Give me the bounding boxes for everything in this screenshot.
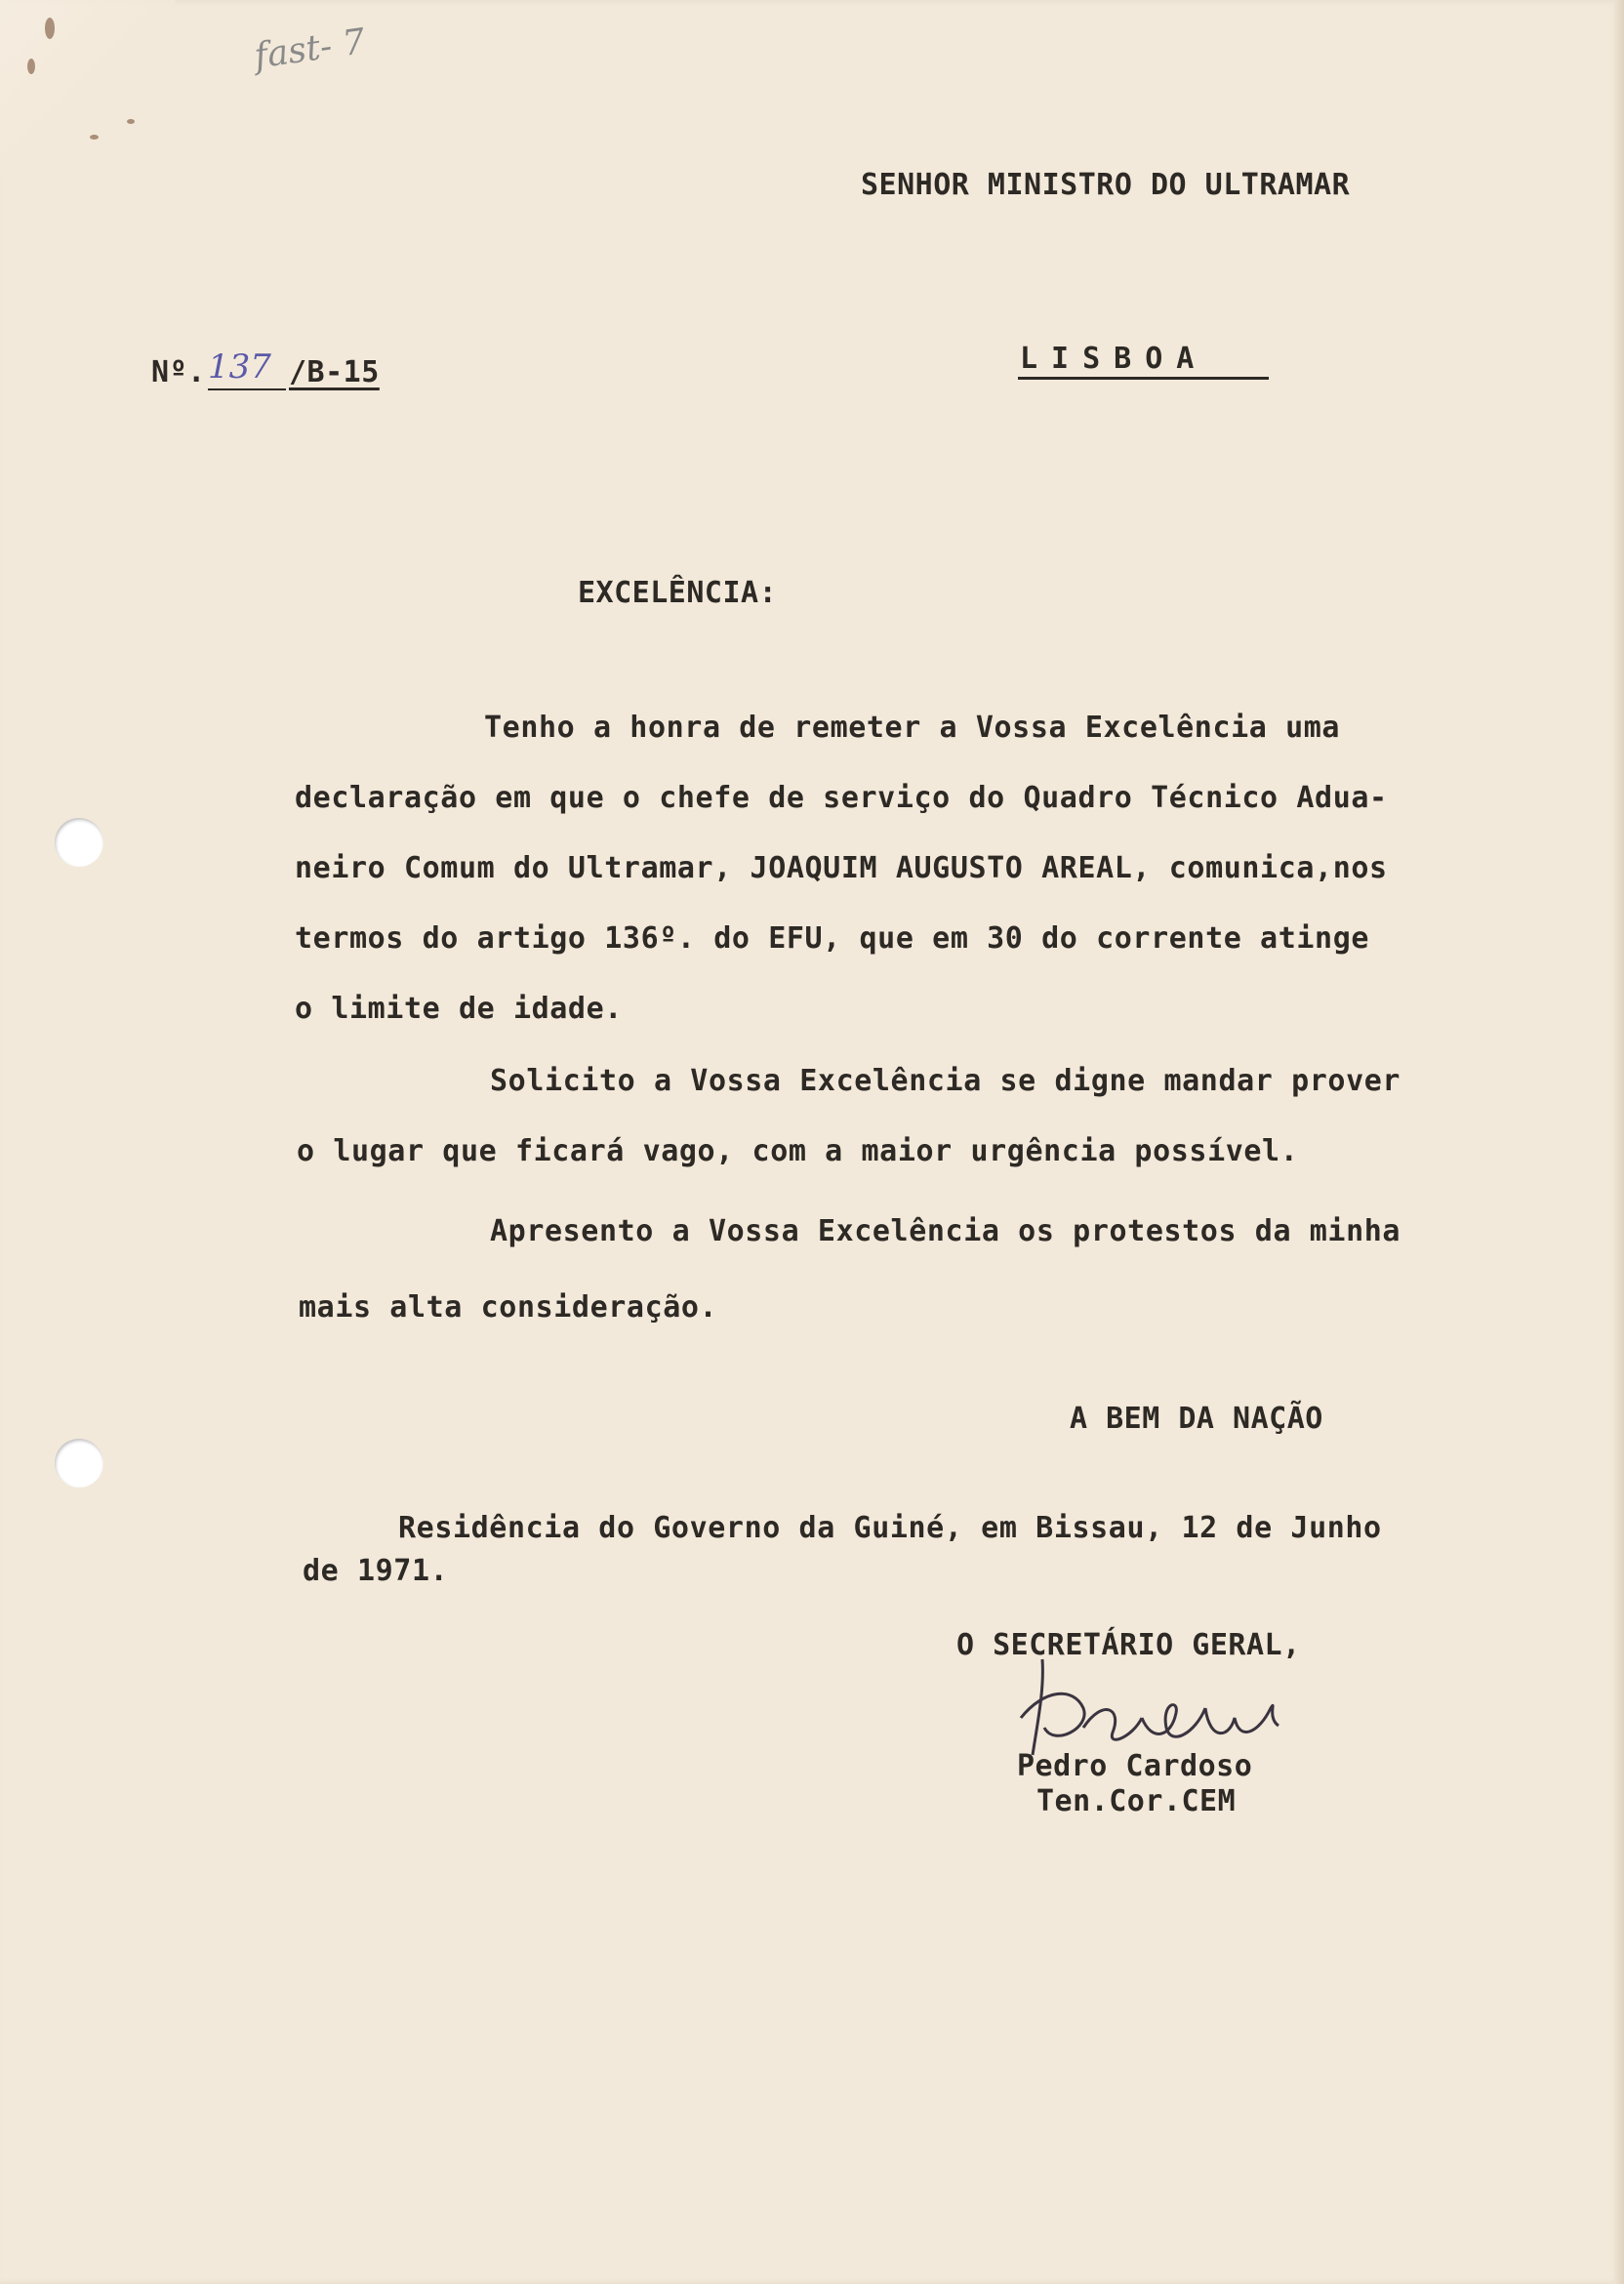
addressee: SENHOR MINISTRO DO ULTRAMAR <box>861 168 1351 202</box>
signatory-rank: Ten.Cor.CEM <box>1036 1784 1237 1818</box>
place-date-line: de 1971. <box>303 1554 449 1588</box>
body-line: Solicito a Vossa Excelência se digne mandar prover <box>490 1064 1401 1098</box>
reference-prefix: Nº. <box>151 355 206 389</box>
body-line: o lugar que ficará vago, com a maior urgência possível. <box>297 1134 1299 1168</box>
signatory-title: O SECRETÁRIO GERAL, <box>956 1628 1301 1662</box>
page-corner-fold <box>0 0 176 176</box>
page-edge-shadow <box>1614 0 1624 2284</box>
ink-stain <box>127 119 135 124</box>
reference-handwritten-number: 137 <box>208 347 271 387</box>
punch-hole <box>55 818 103 867</box>
reference-underline <box>208 388 286 390</box>
body-line: mais alta consideração. <box>299 1290 718 1325</box>
reference-suffix: /B-15 <box>289 355 380 389</box>
body-line: declaração em que o chefe de serviço do Quadro Técnico Adua- <box>295 781 1388 815</box>
place-date-line: Residência do Governo da Guiné, em Bissau, 12 de Junho <box>398 1511 1382 1545</box>
body-line: Apresento a Vossa Excelência os protestos da minha <box>490 1214 1401 1248</box>
ink-stain <box>90 135 99 140</box>
ink-stain <box>45 18 55 39</box>
ink-stain <box>27 59 35 74</box>
closing-formula: A BEM DA NAÇÃO <box>1070 1402 1323 1436</box>
city-lisboa: LISBOA <box>1020 342 1208 376</box>
archive-pencil-note: fast- 7 <box>252 21 368 77</box>
salutation: EXCELÊNCIA: <box>578 576 778 610</box>
punch-hole <box>55 1439 103 1488</box>
body-line: neiro Comum do Ultramar, JOAQUIM AUGUSTO AREAL, comunica,nos <box>295 851 1388 885</box>
city-underline <box>1018 377 1269 380</box>
body-line: o limite de idade. <box>295 992 623 1026</box>
body-line: termos do artigo 136º. do EFU, que em 30 do corrente atinge <box>295 921 1370 956</box>
signatory-name: Pedro Cardoso <box>1017 1749 1253 1783</box>
body-line: Tenho a honra de remeter a Vossa Excelência uma <box>484 711 1341 745</box>
